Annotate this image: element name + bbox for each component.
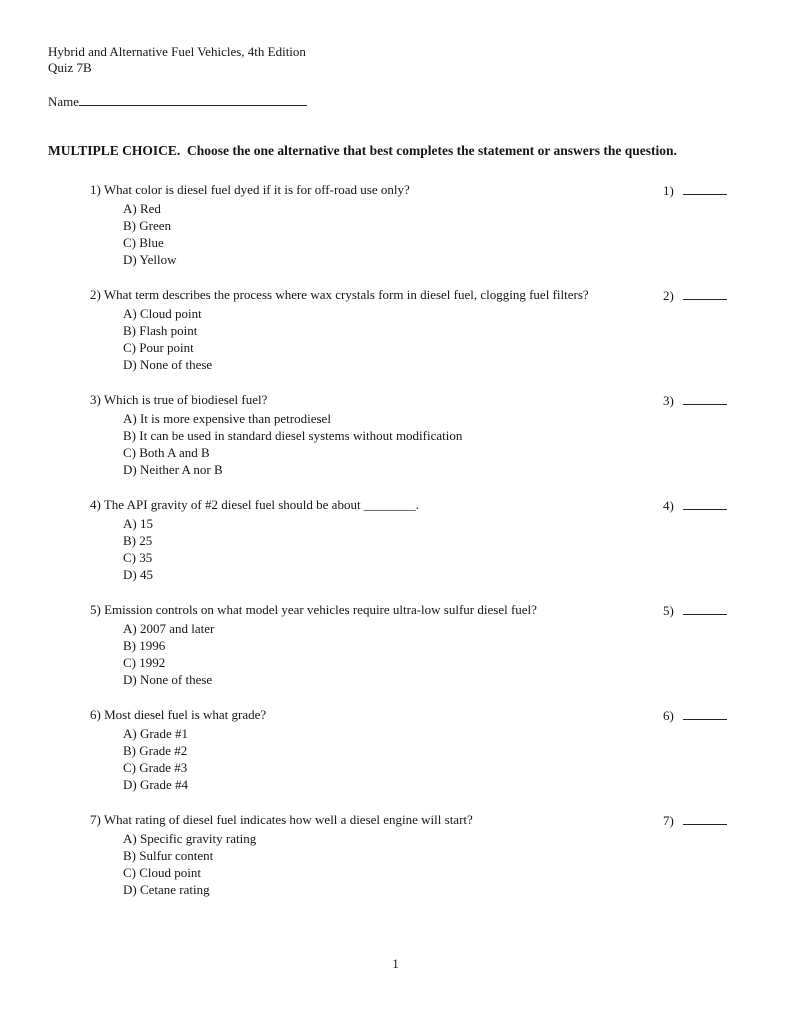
choice-c: C) Cloud point (123, 865, 202, 880)
choice-c: C) Pour point (123, 340, 194, 355)
answer-cell (663, 706, 745, 724)
choice-a: A) Red (123, 201, 161, 216)
question-body (90, 181, 663, 268)
answer-blank[interactable] (683, 706, 727, 720)
quiz-title: Quiz 7B (48, 60, 92, 75)
choice-d: D) 45 (123, 567, 153, 582)
answer-cell (663, 286, 745, 304)
choice-list (123, 200, 653, 268)
choice-b: B) It can be used in standard diesel systems without modification (123, 428, 463, 443)
choice-a: A) 2007 and later (123, 621, 215, 636)
answer-number: 7) (663, 813, 674, 828)
question-number: 7) (90, 812, 101, 827)
question-body (90, 811, 663, 898)
question-line (90, 286, 653, 303)
question-text: Most diesel fuel is what grade? (104, 707, 267, 722)
choice-list (123, 725, 653, 793)
question-line (90, 811, 653, 828)
answer-cell (663, 391, 745, 409)
choice-d: D) None of these (123, 672, 213, 687)
choice-list (123, 830, 653, 898)
answer-cell (663, 181, 745, 199)
choice-b: B) Grade #2 (123, 743, 188, 758)
instructions: MULTIPLE CHOICE. Choose the one alternative that best completes the statement or answers the question. (48, 143, 677, 158)
choice-d: D) Grade #4 (123, 777, 188, 792)
question-text: What color is diesel fuel dyed if it is for off-road use only? (103, 182, 410, 197)
question-line (90, 391, 653, 408)
choice-d: D) Yellow (123, 252, 177, 267)
choice-list (123, 620, 653, 688)
question-block (90, 811, 745, 898)
question-line (90, 706, 653, 723)
question-number: 1) (90, 182, 101, 197)
question-block (90, 286, 745, 373)
choice-list (123, 410, 653, 478)
choice-a: A) 15 (123, 516, 153, 531)
answer-cell (663, 601, 745, 619)
answer-blank[interactable] (683, 811, 727, 825)
choice-list (123, 305, 653, 373)
choice-a: A) Specific gravity rating (123, 831, 257, 846)
choice-b: B) 1996 (123, 638, 166, 653)
choice-c: C) Grade #3 (123, 760, 188, 775)
page-number: 1 (392, 956, 399, 971)
choice-c: C) 35 (123, 550, 153, 565)
answer-blank[interactable] (683, 601, 727, 615)
choice-a: A) It is more expensive than petrodiesel (123, 411, 331, 426)
question-text: Which is true of biodiesel fuel? (103, 392, 268, 407)
answer-number: 2) (663, 288, 674, 303)
choice-b: B) Green (123, 218, 172, 233)
question-body (90, 706, 663, 793)
answer-cell (663, 496, 745, 514)
choice-b: B) 25 (123, 533, 153, 548)
book-title: Hybrid and Alternative Fuel Vehicles, 4th Edition (48, 44, 306, 59)
question-number: 4) (90, 497, 101, 512)
question-line (90, 601, 653, 618)
question-line (90, 181, 653, 198)
question-body (90, 601, 663, 688)
choice-a: A) Cloud point (123, 306, 202, 321)
name-row (48, 92, 745, 110)
answer-number: 5) (663, 603, 674, 618)
choice-a: A) Grade #1 (123, 726, 188, 741)
question-block (90, 181, 745, 268)
name-label: Name (48, 94, 80, 109)
question-block (90, 601, 745, 688)
choice-list (123, 515, 653, 583)
page-header (48, 44, 745, 76)
answer-number: 1) (663, 183, 674, 198)
choice-b: B) Flash point (123, 323, 198, 338)
choice-d: D) Cetane rating (123, 882, 210, 897)
choice-d: D) Neither A nor B (123, 462, 223, 477)
answer-blank[interactable] (683, 286, 727, 300)
question-text: What term describes the process where wax crystals form in diesel fuel, clogging fuel filters? (103, 287, 589, 302)
choice-b: B) Sulfur content (123, 848, 214, 863)
choice-c: C) 1992 (123, 655, 166, 670)
choice-c: C) Both A and B (123, 445, 210, 460)
answer-blank[interactable] (683, 181, 727, 195)
answer-number: 4) (663, 498, 674, 513)
question-text: The API gravity of #2 diesel fuel should be about ________. (103, 497, 420, 512)
answer-blank[interactable] (683, 391, 727, 405)
question-number: 2) (90, 287, 101, 302)
answer-cell (663, 811, 745, 829)
answer-number: 6) (663, 708, 674, 723)
answer-blank[interactable] (683, 496, 727, 510)
question-text: What rating of diesel fuel indicates how well a diesel engine will start? (103, 812, 473, 827)
choice-d: D) None of these (123, 357, 213, 372)
question-line (90, 496, 653, 513)
question-body (90, 391, 663, 478)
question-block (90, 706, 745, 793)
question-number: 5) (90, 602, 101, 617)
question-number: 6) (90, 707, 101, 722)
question-body (90, 286, 663, 373)
name-field[interactable] (79, 92, 307, 106)
question-block (90, 391, 745, 478)
answer-number: 3) (663, 393, 674, 408)
choice-c: C) Blue (123, 235, 164, 250)
question-block (90, 496, 745, 583)
question-text: Emission controls on what model year vehicles require ultra-low sulfur diesel fuel? (104, 602, 537, 617)
question-number: 3) (90, 392, 101, 407)
question-body (90, 496, 663, 583)
question-list (48, 181, 745, 898)
